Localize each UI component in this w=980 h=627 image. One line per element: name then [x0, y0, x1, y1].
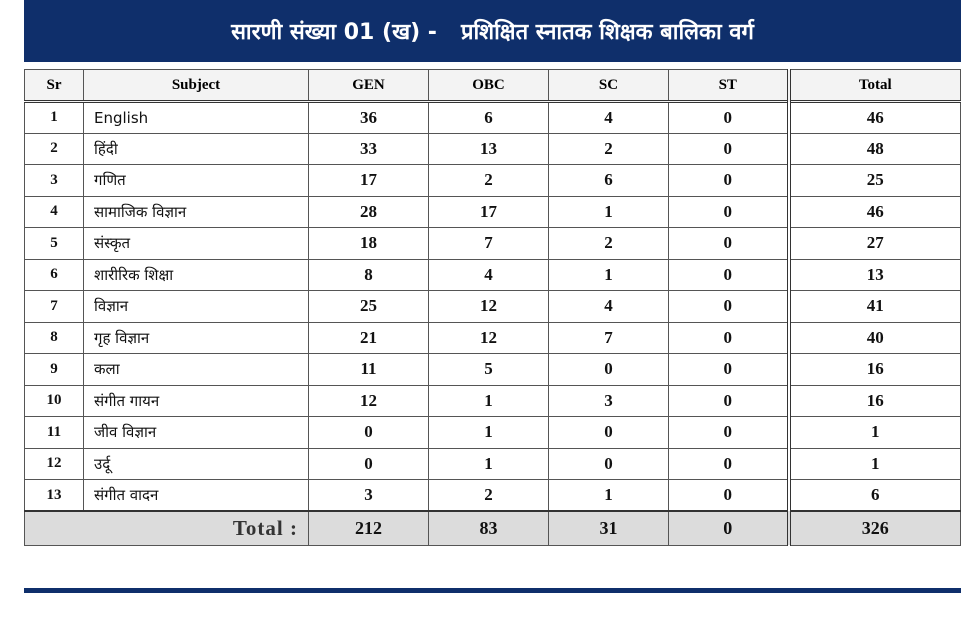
cell-sr: 13 [25, 480, 84, 512]
table-row [25, 385, 961, 417]
table-row [25, 417, 961, 449]
column-header-st: ST [669, 70, 789, 102]
cell-sc: 1 [549, 259, 669, 291]
cell-gen: 33 [309, 133, 429, 165]
cell-total: 13 [789, 259, 961, 291]
table-row [25, 102, 961, 134]
column-header-sr: Sr [25, 70, 84, 102]
total-gen: 212 [309, 511, 429, 545]
table-row [25, 291, 961, 323]
cell-total: 41 [789, 291, 961, 323]
cell-st: 0 [669, 102, 789, 134]
cell-obc: 2 [429, 480, 549, 512]
cell-gen: 18 [309, 228, 429, 260]
table-row [25, 165, 961, 197]
cell-gen: 0 [309, 417, 429, 449]
table-body [25, 102, 961, 546]
cell-obc: 1 [429, 448, 549, 480]
cell-sc: 4 [549, 102, 669, 134]
cell-subject: शारीरिक शिक्षा [84, 259, 309, 291]
total-label: Total : [25, 511, 309, 545]
table-row [25, 196, 961, 228]
cell-total: 48 [789, 133, 961, 165]
cell-sc: 1 [549, 480, 669, 512]
cell-total: 27 [789, 228, 961, 260]
cell-obc: 12 [429, 291, 549, 323]
cell-subject: विज्ञान [84, 291, 309, 323]
cell-sr: 4 [25, 196, 84, 228]
cell-sr: 8 [25, 322, 84, 354]
table-row [25, 322, 961, 354]
cell-total: 6 [789, 480, 961, 512]
cell-sc: 0 [549, 417, 669, 449]
cell-sc: 4 [549, 291, 669, 323]
cell-obc: 12 [429, 322, 549, 354]
cell-st: 0 [669, 259, 789, 291]
cell-gen: 12 [309, 385, 429, 417]
cell-sr: 2 [25, 133, 84, 165]
total-total: 326 [789, 511, 961, 545]
cell-sr: 1 [25, 102, 84, 134]
header-row [25, 70, 961, 102]
cell-total: 1 [789, 417, 961, 449]
cell-sc: 2 [549, 133, 669, 165]
table-row [25, 480, 961, 512]
cell-gen: 36 [309, 102, 429, 134]
cell-subject: उर्दू [84, 448, 309, 480]
cell-sc: 3 [549, 385, 669, 417]
cell-total: 1 [789, 448, 961, 480]
cell-subject: हिंदी [84, 133, 309, 165]
title-banner [24, 0, 961, 62]
cell-st: 0 [669, 196, 789, 228]
table-row [25, 354, 961, 386]
cell-obc: 1 [429, 385, 549, 417]
cell-st: 0 [669, 385, 789, 417]
cell-sr: 9 [25, 354, 84, 386]
cell-sr: 12 [25, 448, 84, 480]
cell-sr: 6 [25, 259, 84, 291]
total-sc: 31 [549, 511, 669, 545]
cell-obc: 7 [429, 228, 549, 260]
cell-gen: 21 [309, 322, 429, 354]
cell-gen: 28 [309, 196, 429, 228]
cell-obc: 17 [429, 196, 549, 228]
cell-st: 0 [669, 228, 789, 260]
cell-subject: English [84, 102, 309, 134]
cell-sr: 10 [25, 385, 84, 417]
cell-st: 0 [669, 448, 789, 480]
cell-gen: 17 [309, 165, 429, 197]
cell-total: 16 [789, 385, 961, 417]
cell-total: 40 [789, 322, 961, 354]
cell-st: 0 [669, 354, 789, 386]
cell-sc: 1 [549, 196, 669, 228]
cell-subject: संगीत गायन [84, 385, 309, 417]
cell-st: 0 [669, 133, 789, 165]
cell-obc: 13 [429, 133, 549, 165]
cell-subject: गणित [84, 165, 309, 197]
bottom-rule [24, 588, 961, 593]
cell-obc: 4 [429, 259, 549, 291]
table-row [25, 448, 961, 480]
cell-subject: सामाजिक विज्ञान [84, 196, 309, 228]
table-row [25, 133, 961, 165]
cell-total: 16 [789, 354, 961, 386]
column-header-gen: GEN [309, 70, 429, 102]
cell-obc: 5 [429, 354, 549, 386]
column-header-subject: Subject [84, 70, 309, 102]
cell-sc: 7 [549, 322, 669, 354]
cell-obc: 1 [429, 417, 549, 449]
cell-subject: संस्कृत [84, 228, 309, 260]
cell-st: 0 [669, 322, 789, 354]
cell-gen: 0 [309, 448, 429, 480]
column-header-sc: SC [549, 70, 669, 102]
cell-subject: गृह विज्ञान [84, 322, 309, 354]
table-row [25, 259, 961, 291]
cell-sc: 0 [549, 448, 669, 480]
table-number-label: सारणी संख्या 01 (ख) - [231, 20, 437, 45]
cell-sc: 6 [549, 165, 669, 197]
cell-subject: कला [84, 354, 309, 386]
total-st: 0 [669, 511, 789, 545]
cell-gen: 3 [309, 480, 429, 512]
data-table [24, 69, 961, 546]
cell-gen: 25 [309, 291, 429, 323]
cell-total: 46 [789, 102, 961, 134]
cell-st: 0 [669, 165, 789, 197]
column-header-total: Total [789, 70, 961, 102]
cell-total: 46 [789, 196, 961, 228]
total-row [25, 511, 961, 545]
cell-st: 0 [669, 417, 789, 449]
cell-gen: 11 [309, 354, 429, 386]
cell-obc: 6 [429, 102, 549, 134]
table-row [25, 228, 961, 260]
cell-sr: 3 [25, 165, 84, 197]
cell-sr: 5 [25, 228, 84, 260]
cell-gen: 8 [309, 259, 429, 291]
total-obc: 83 [429, 511, 549, 545]
cell-subject: जीव विज्ञान [84, 417, 309, 449]
cell-obc: 2 [429, 165, 549, 197]
page-title: प्रशिक्षित स्नातक शिक्षक बालिका वर्ग [460, 20, 754, 45]
cell-st: 0 [669, 480, 789, 512]
cell-sc: 0 [549, 354, 669, 386]
cell-sc: 2 [549, 228, 669, 260]
column-header-obc: OBC [429, 70, 549, 102]
cell-st: 0 [669, 291, 789, 323]
cell-subject: संगीत वादन [84, 480, 309, 512]
cell-total: 25 [789, 165, 961, 197]
cell-sr: 11 [25, 417, 84, 449]
cell-sr: 7 [25, 291, 84, 323]
